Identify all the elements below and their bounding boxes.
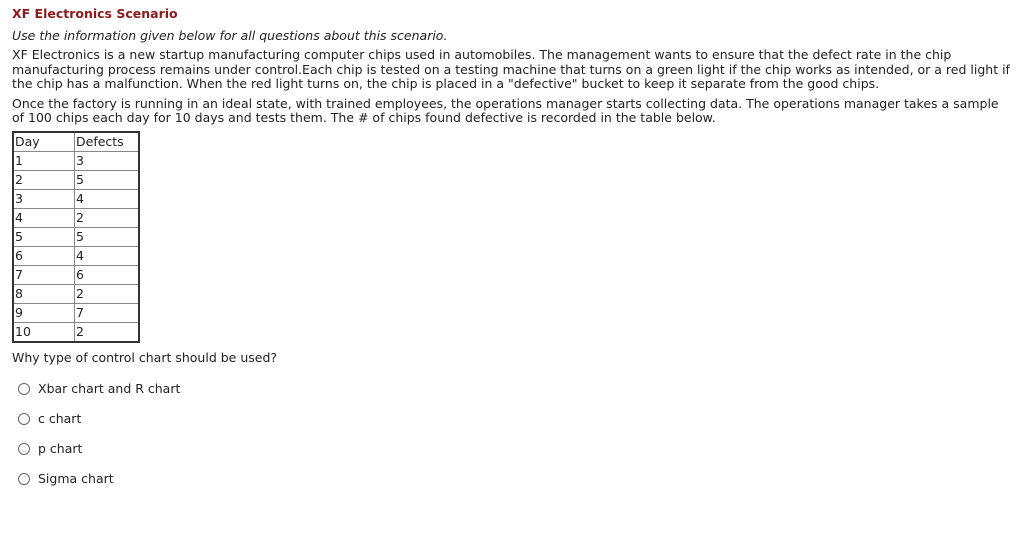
table-row (13, 189, 139, 208)
table-row (13, 246, 139, 265)
defects-cell: 6 (75, 265, 140, 284)
day-cell: 3 (13, 189, 75, 208)
radio-button[interactable] (18, 413, 30, 425)
radio-button[interactable] (18, 443, 30, 455)
day-cell: 8 (13, 284, 75, 303)
answer-options (12, 374, 1012, 494)
defects-cell: 4 (75, 246, 140, 265)
question-text: Why type of control chart should be used? (12, 349, 278, 365)
table-row (13, 322, 139, 342)
option-p-chart[interactable] (12, 434, 1012, 464)
option-label: c chart (38, 411, 82, 426)
table-row (13, 284, 139, 303)
option-label: p chart (38, 441, 83, 456)
defects-table (12, 131, 140, 343)
defects-cell: 2 (75, 284, 140, 303)
table-row (13, 265, 139, 284)
scenario-description: XF Electronics is a new startup manufacturing computer chips used in automobiles. The management wants to ensure that the defect rate in the chip manufacturing process remains under control.Each chip is tested on a testing machine that turns on a green light if the chip works as intended, or a red light if the chip has a malfunction. When the red light turns on, the chip is placed in a "defective" bucket to keep it separate from the good chips. (12, 47, 1010, 91)
defects-cell: 5 (75, 227, 140, 246)
day-cell: 5 (13, 227, 75, 246)
day-cell: 4 (13, 208, 75, 227)
day-cell: 10 (13, 322, 75, 342)
option-xbar-r-chart[interactable] (12, 374, 1012, 404)
data-collection-description: Once the factory is running in an ideal state, with trained employees, the operations manager starts collecting data. The operations manager takes a sample of 100 chips each day for 10 days and tests them. The # of chips found defective is recorded in the table below. (12, 95, 999, 125)
day-cell: 7 (13, 265, 75, 284)
day-cell: 9 (13, 303, 75, 322)
defects-cell: 4 (75, 189, 140, 208)
defects-cell: 2 (75, 322, 140, 342)
defects-cell: 2 (75, 208, 140, 227)
defects-cell: 7 (75, 303, 140, 322)
option-c-chart[interactable] (12, 404, 1012, 434)
defects-cell: 5 (75, 170, 140, 189)
scenario-title: XF Electronics Scenario (12, 6, 178, 21)
day-cell: 1 (13, 151, 75, 170)
option-label: Sigma chart (38, 471, 114, 486)
table-row (13, 151, 139, 170)
table-row (13, 208, 139, 227)
option-label: Xbar chart and R chart (38, 381, 181, 396)
day-cell: 2 (13, 170, 75, 189)
scenario-page (12, 6, 1012, 494)
radio-button[interactable] (18, 473, 30, 485)
radio-button[interactable] (18, 383, 30, 395)
day-cell: 6 (13, 246, 75, 265)
table-row (13, 170, 139, 189)
scenario-instructions: Use the information given below for all questions about this scenario. (12, 28, 448, 43)
table-header-row (13, 132, 139, 152)
defects-cell: 3 (75, 151, 140, 170)
table-row (13, 227, 139, 246)
option-sigma-chart[interactable] (12, 464, 1012, 494)
table-row (13, 303, 139, 322)
column-header-defects: Defects (75, 132, 140, 152)
column-header-day: Day (13, 132, 75, 152)
